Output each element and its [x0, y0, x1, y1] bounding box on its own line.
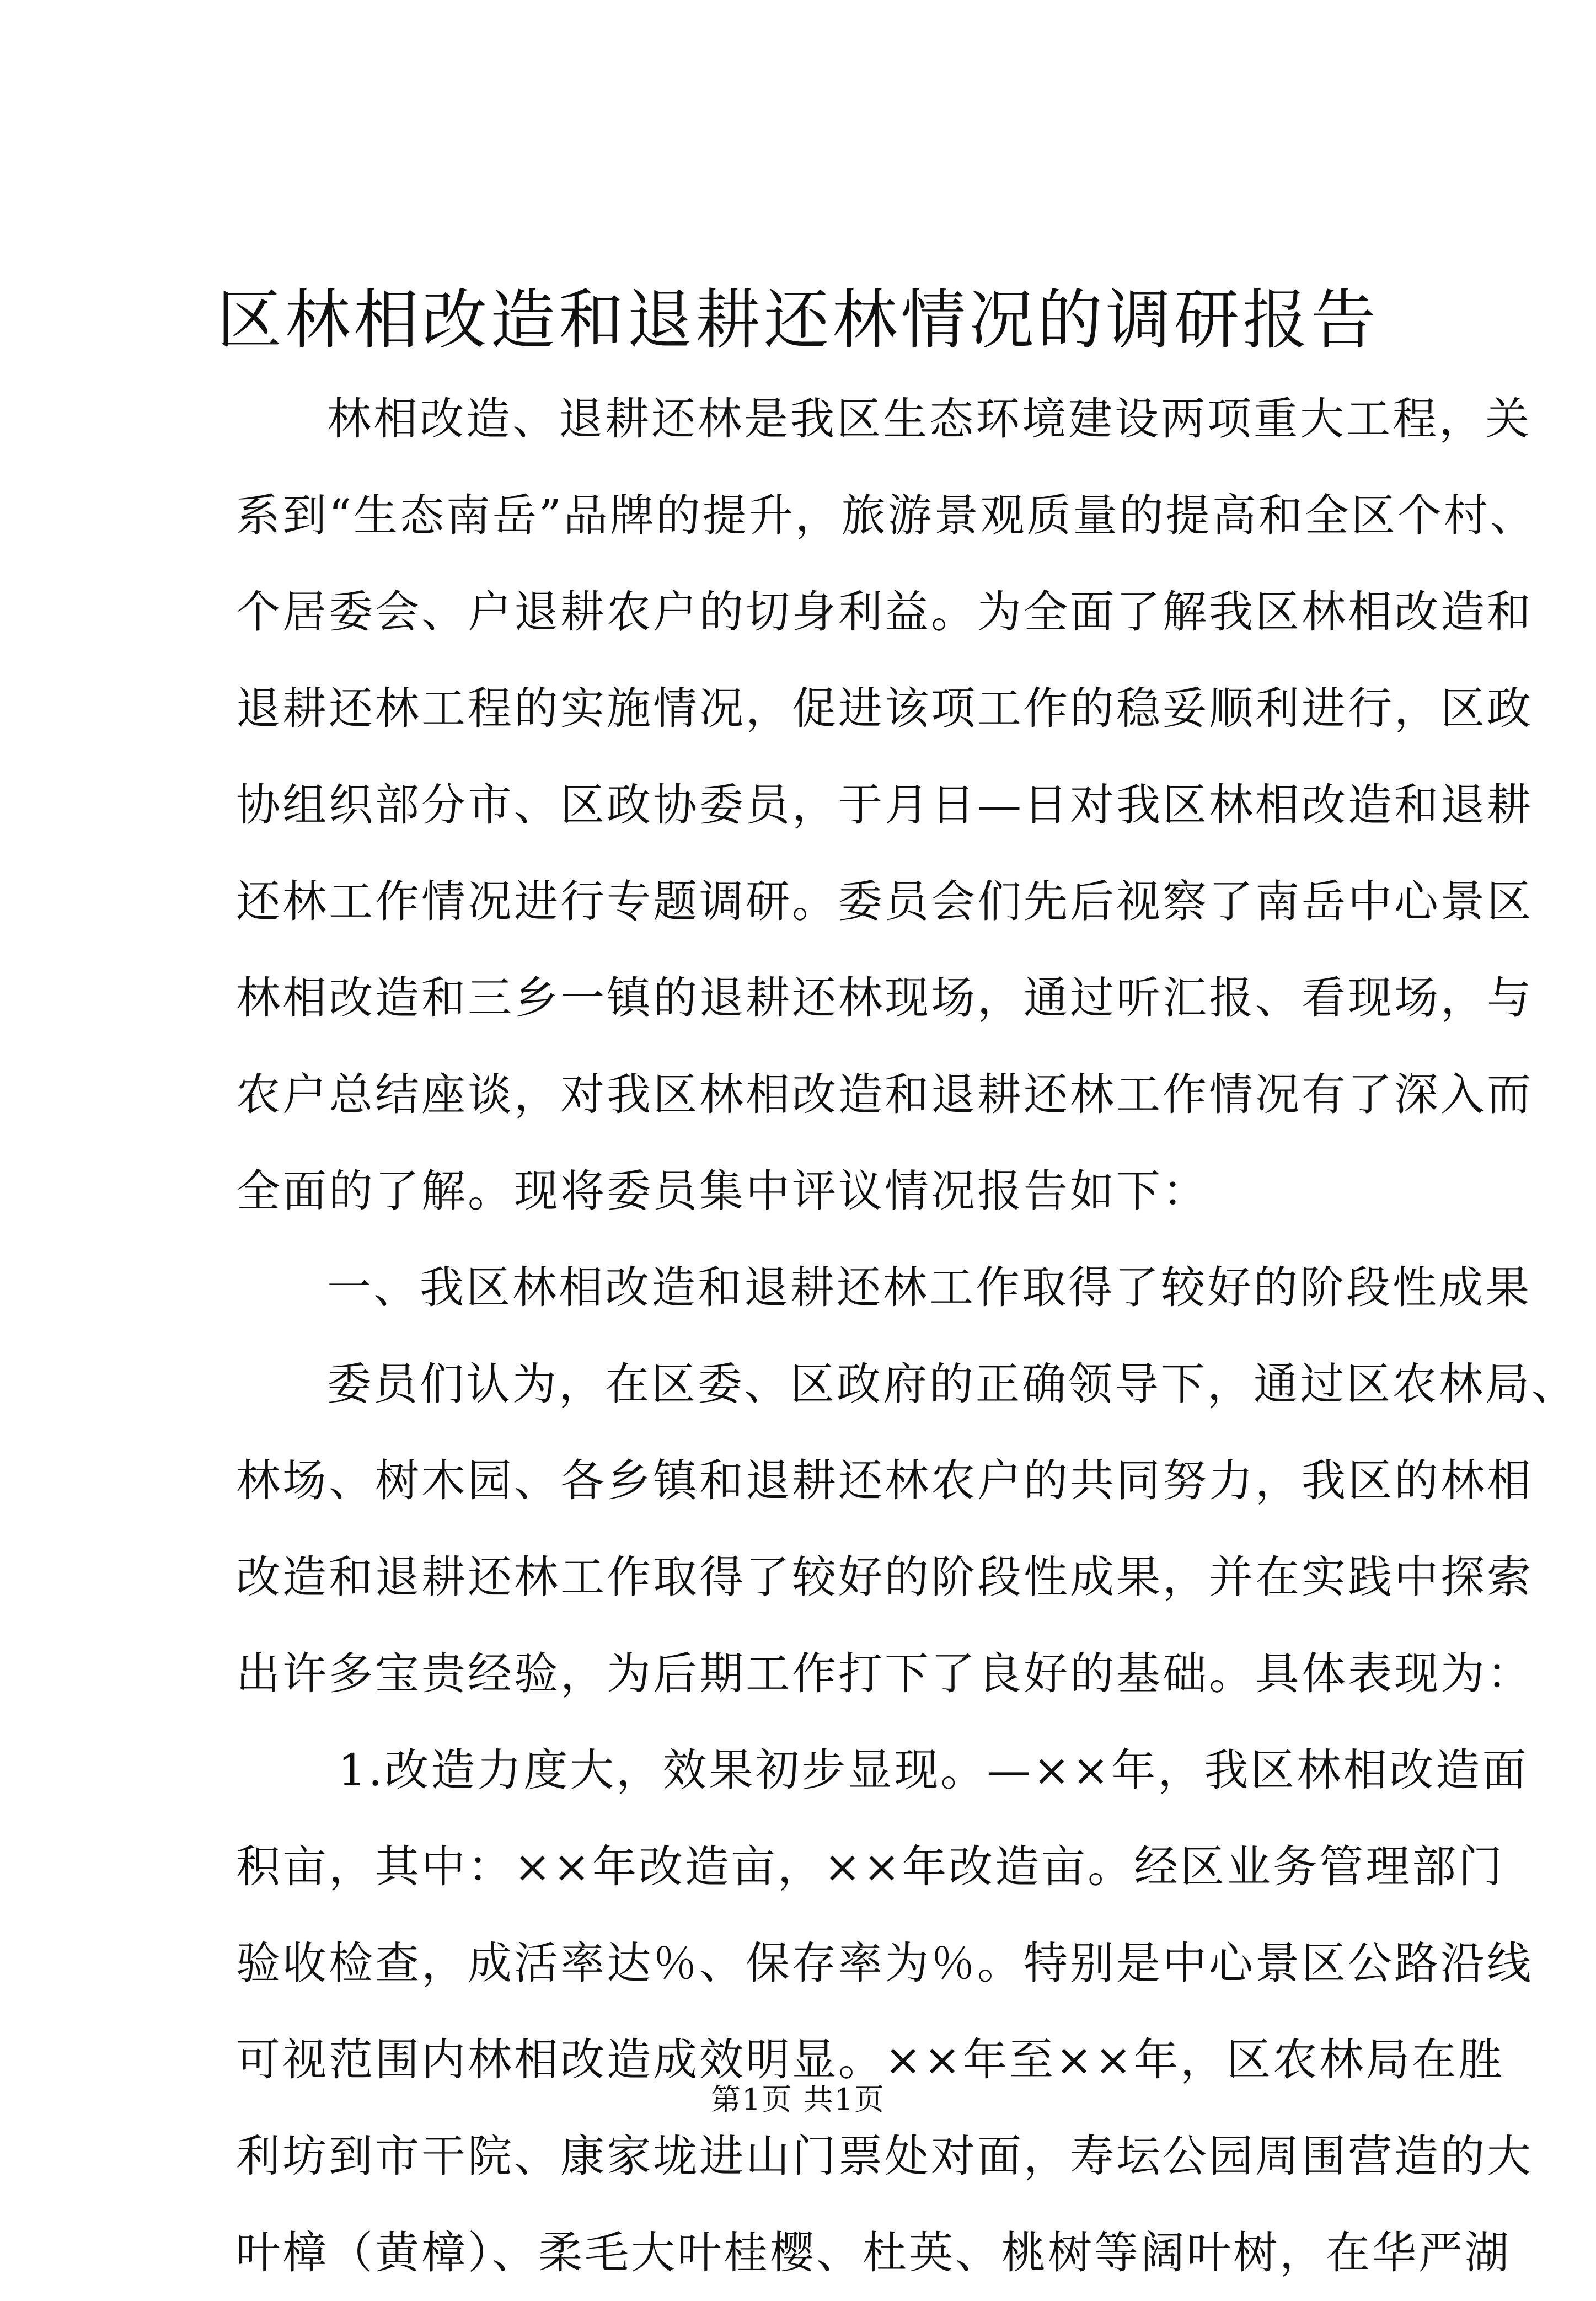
paragraph-line: 全面的了解。现将委员集中评议情况报告如下： [236, 1165, 1209, 1217]
paragraph-line: 系到“生态南岳”品牌的提升，旅游景观质量的提高和全区个村、 [236, 490, 1536, 541]
paragraph-line: 协组织部分市、区政协委员，于月日—日对我区林相改造和退耕 [236, 779, 1533, 831]
paragraph-line: 还林工作情况进行专题调研。委员会们先后视察了南岳中心景区 [236, 876, 1533, 927]
paragraph-line: 退耕还林工程的实施情况，促进该项工作的稳妥顺利进行，区政 [236, 683, 1533, 734]
paragraph-line: 个居委会、户退耕农户的切身利益。为全面了解我区林相改造和 [236, 586, 1533, 638]
paragraph-line: 委员们认为，在区委、区政府的正确领导下，通过区农林局、 [327, 1358, 1578, 1410]
paragraph-line: 林相改造、退耕还林是我区生态环境建设两项重大工程，关 [327, 393, 1531, 445]
section-heading: 一、我区林相改造和退耕还林工作取得了较好的阶段性成果 [327, 1262, 1531, 1313]
paragraph-line: 利坊到市干院、康家垅进山门票处对面，寿坛公园周围营造的大 [236, 2131, 1533, 2182]
paragraph-line: 验收检查，成活率达％、保存率为％。特别是中心景区公路沿线 [236, 1938, 1533, 1989]
paragraph-line: 1.改造力度大，效果初步显现。—××年，我区林相改造面 [338, 1745, 1529, 1796]
paragraph-line: 叶樟（黄樟）、柔毛大叶桂樱、杜英、桃树等阔叶树，在华严湖 [236, 2227, 1511, 2278]
paragraph-line: 农户总结座谈，对我区林相改造和退耕还林工作情况有了深入而 [236, 1069, 1533, 1120]
document-title: 区林相改造和退耕还林情况的调研报告 [216, 282, 1379, 358]
paragraph-line: 林相改造和三乡一镇的退耕还林现场，通过听汇报、看现场，与 [236, 972, 1533, 1024]
paragraph-line: 可视范围内林相改造成效明显。××年至××年，区农林局在胜 [236, 2034, 1505, 2085]
paragraph-line: 积亩，其中：××年改造亩，××年改造亩。经区业务管理部门 [236, 1841, 1505, 1892]
paragraph-line: 林场、树木园、各乡镇和退耕还林农户的共同努力，我区的林相 [236, 1455, 1533, 1506]
paragraph-line: 出许多宝贵经验，为后期工作打下了良好的基础。具体表现为： [236, 1648, 1533, 1699]
paragraph-line: 改造和退耕还林工作取得了较好的阶段性成果，并在实践中探索 [236, 1551, 1533, 1603]
document-body [236, 371, 1578, 2301]
page-footer: 第1页 共1页 [711, 2082, 885, 2117]
